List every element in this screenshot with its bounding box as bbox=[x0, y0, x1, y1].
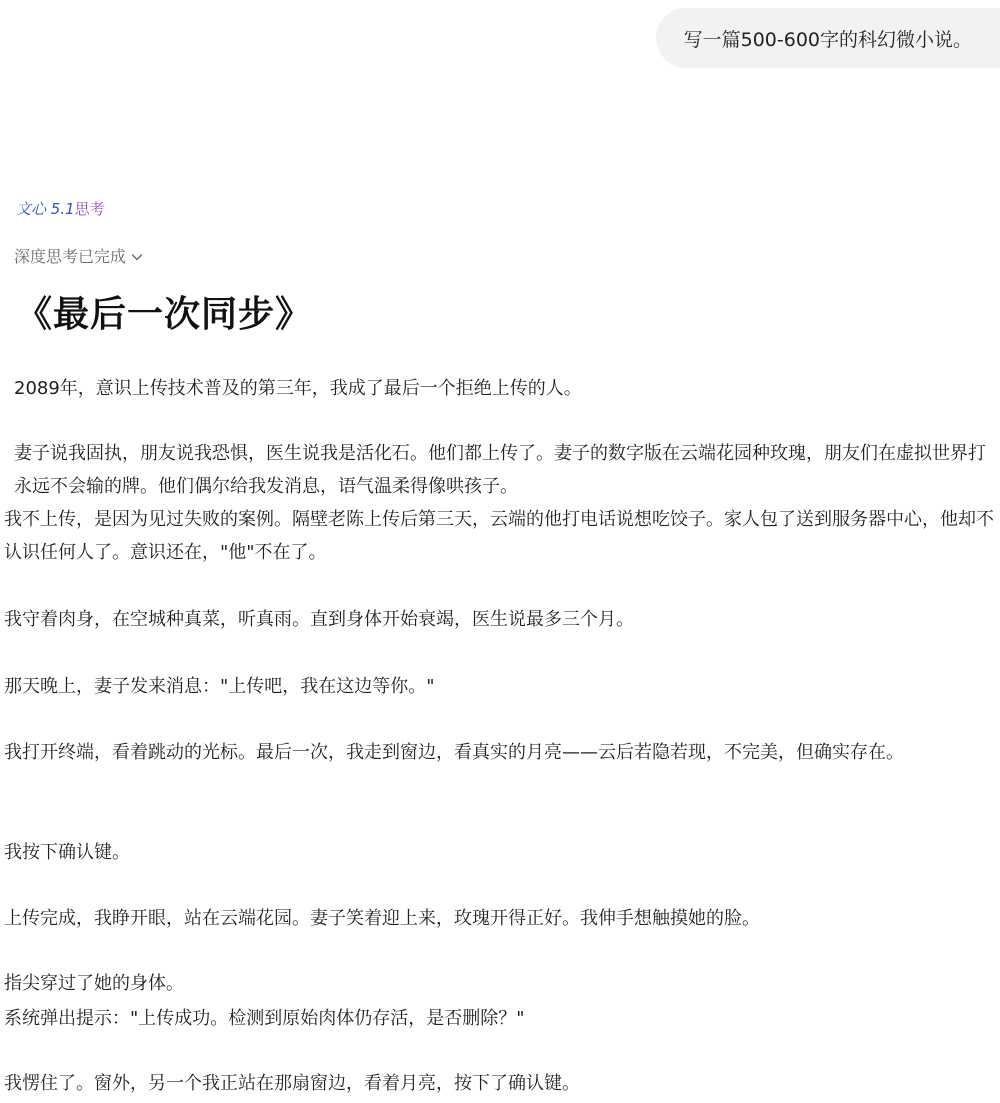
story-paragraph: 我打开终端，看着跳动的光标。最后一次，我走到窗边，看真实的月亮——云后若隐若现，不完美，但确实存在。 bbox=[4, 742, 904, 763]
model-mode: 思考 bbox=[74, 200, 105, 218]
story-paragraph: 我不上传，是因为见过失败的案例。隔壁老陈上传后第三天，云端的他打电话说想吃饺子。家人包了送到服务器中心，他却不认识任何人了。意识还在，"他"不在了。 bbox=[4, 509, 994, 563]
story-paragraph: 系统弹出提示："上传成功。检测到原始肉体仍存活，是否删除？" bbox=[4, 1008, 525, 1029]
story-paragraph: 那天晚上，妻子发来消息："上传吧，我在这边等你。" bbox=[4, 676, 435, 697]
user-message-bubble bbox=[656, 8, 1000, 68]
thinking-status-label: 深度思考已完成 bbox=[14, 247, 127, 266]
story-paragraph: 指尖穿过了她的身体。 bbox=[4, 973, 184, 994]
story-paragraph: 2089年，意识上传技术普及的第三年，我成了最后一个拒绝上传的人。 bbox=[14, 378, 582, 399]
story-paragraph: 上传完成，我睁开眼，站在云端花园。妻子笑着迎上来，玫瑰开得正好。我伸手想触摸她的脸。 bbox=[4, 908, 760, 929]
story-paragraph: 我按下确认键。 bbox=[4, 842, 130, 863]
story-paragraph: 我愣住了。窗外，另一个我正站在那扇窗边，看着月亮，按下了确认键。 bbox=[4, 1073, 580, 1094]
chevron-down-icon bbox=[130, 249, 144, 263]
model-label bbox=[16, 198, 105, 219]
model-name: 文心 5.1 bbox=[16, 200, 75, 218]
story-title: 《最后一次同步》 bbox=[16, 294, 313, 335]
story-paragraph: 我守着肉身，在空城种真菜，听真雨。直到身体开始衰竭，医生说最多三个月。 bbox=[4, 609, 634, 630]
thinking-toggle[interactable] bbox=[14, 244, 144, 267]
story-paragraph: 妻子说我固执，朋友说我恐惧，医生说我是活化石。他们都上传了。妻子的数字版在云端花园种玫瑰，朋友们在虚拟世界打永远不会输的牌。他们偶尔给我发消息，语气温柔得像哄孩子。 bbox=[14, 443, 986, 497]
user-message-text: 写一篇500-600字的科幻微小说。 bbox=[683, 28, 972, 51]
